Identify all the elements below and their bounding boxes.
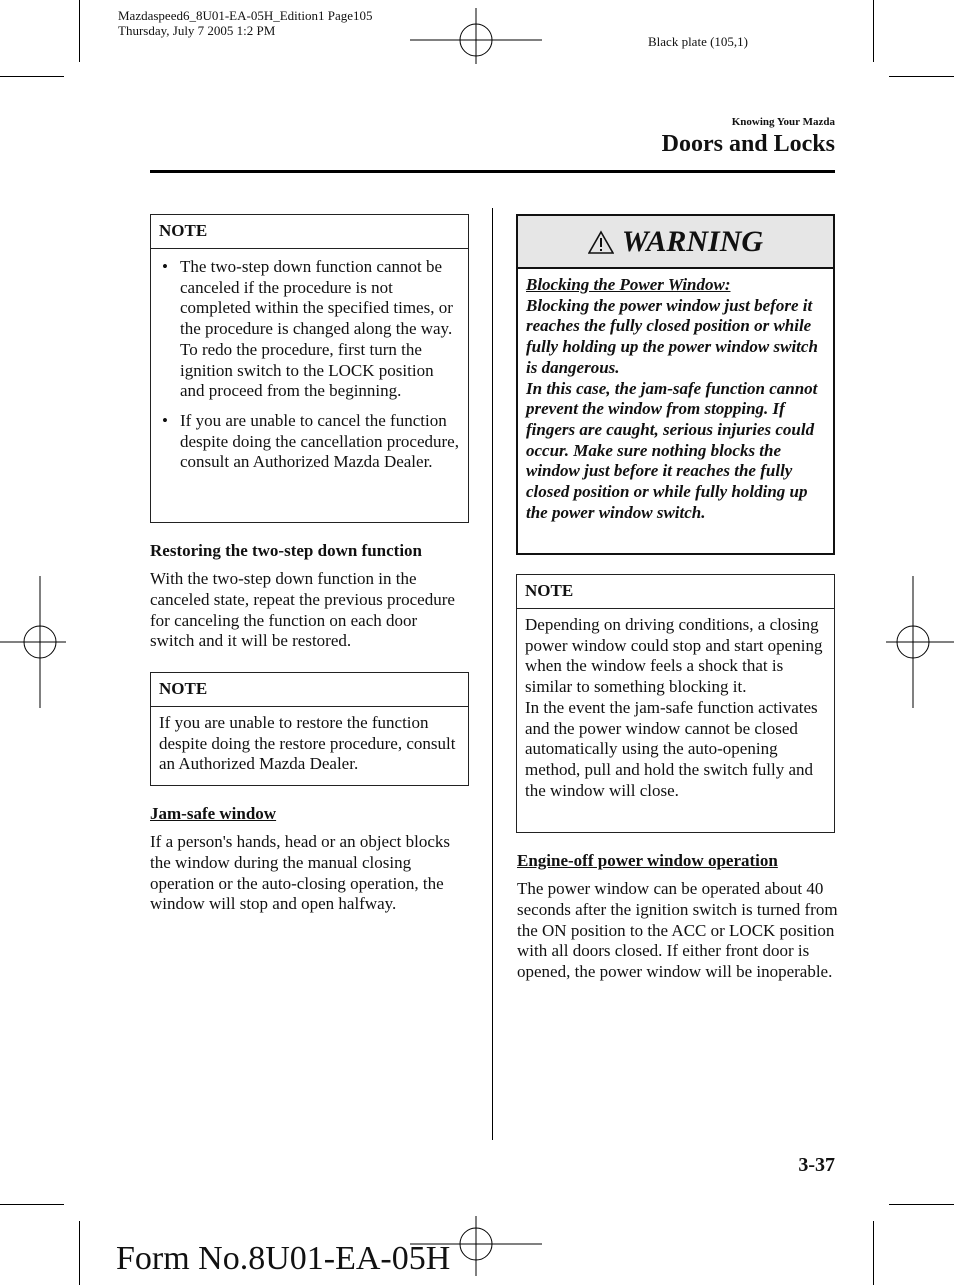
note-text: Depending on driving conditions, a closing power window could stop and start opening when the window feels a shock that is similar to something blocking it. [525,615,823,697]
warning-text: In this case, the jam-safe function cannot prevent the window from stopping. If fingers are caught, serious injuries could occur. Make sure nothing blocks the window just before it reaches the fully closed position or while fully holding up the power window switch. [526,378,818,522]
note-bullet-item: • The two-step down function cannot be canceled if the procedure is not completed within the specified times, or the procedure is changed along the way. To redo the procedure, first turn the ignition switch to the LOCK position and proceed from the beginning. [159,257,460,402]
print-meta-line2: Thursday, July 7 2005 1:2 PM [118,23,276,38]
crop-mark [889,76,954,77]
note-body: If you are unable to restore the function despite doing the restore procedure, consult an Authorized Mazda Dealer. [159,713,456,774]
warning-text: Blocking the power window just before it reaches the fully closed position or while fully holding up the power window switch is dangerous. [526,295,818,377]
warning-header [518,216,833,269]
crop-mark [79,0,80,62]
note-body [517,609,834,807]
section-label: Knowing Your Mazda [731,116,835,128]
registration-mark-top [410,8,542,68]
plate-label: Black plate (105,1) [648,34,748,49]
registration-mark-left [0,576,66,708]
note-bullet-list [159,257,460,473]
restore-paragraph: With the two-step down function in the canceled state, repeat the previous procedure for canceling the function on each door switch and it will be restored. [150,569,455,651]
note-label: NOTE [151,215,468,249]
crop-mark [79,1221,80,1285]
note-box [150,214,469,523]
print-meta [118,8,373,38]
page-number: 3-37 [798,1154,835,1176]
note-label: NOTE [517,575,834,609]
warning-box [516,214,835,555]
page-title: Doors and Locks [661,131,835,157]
note-text: In the event the jam-safe function activates and the power window cannot be closed automatically using the auto-opening method, pull and hold the switch fully and the window will close. [525,697,818,800]
column-divider [492,208,493,1140]
engine-off-heading: Engine-off power window operation [517,851,778,870]
crop-mark [873,1221,874,1285]
note-body [151,249,468,488]
engine-off-paragraph: The power window can be operated about 40 seconds after the ignition switch is turned from the ON position to the ACC or LOCK position with all doors closed. If either front door is opened, the power window will be inoperable. [517,879,838,982]
note-bullet-item: • If you are unable to cancel the function despite doing the cancellation procedure, consult an Authorized Mazda Dealer. [159,411,460,473]
warning-triangle-icon [588,230,614,254]
note-box [516,574,835,833]
warning-body [518,269,833,529]
note-label: NOTE [151,673,468,707]
jam-safe-paragraph: If a person's hands, head or an object blocks the window during the manual closing operation or the auto-closing operation, the window will stop and open halfway. [150,832,450,914]
form-number: Form No.8U01-EA-05H [116,1240,451,1277]
registration-mark-right [886,576,954,708]
crop-mark [0,76,64,77]
warning-subhead: Blocking the Power Window: [526,275,731,294]
header-rule [150,170,835,173]
crop-mark [889,1204,954,1205]
warning-title: WARNING [621,224,764,258]
crop-mark [0,1204,64,1205]
jam-safe-heading: Jam-safe window [150,804,277,823]
crop-mark [873,0,874,62]
restore-heading: Restoring the two-step down function [150,541,422,560]
note-box [150,672,469,786]
print-meta-line1: Mazdaspeed6_8U01-EA-05H_Edition1 Page105 [118,8,373,23]
